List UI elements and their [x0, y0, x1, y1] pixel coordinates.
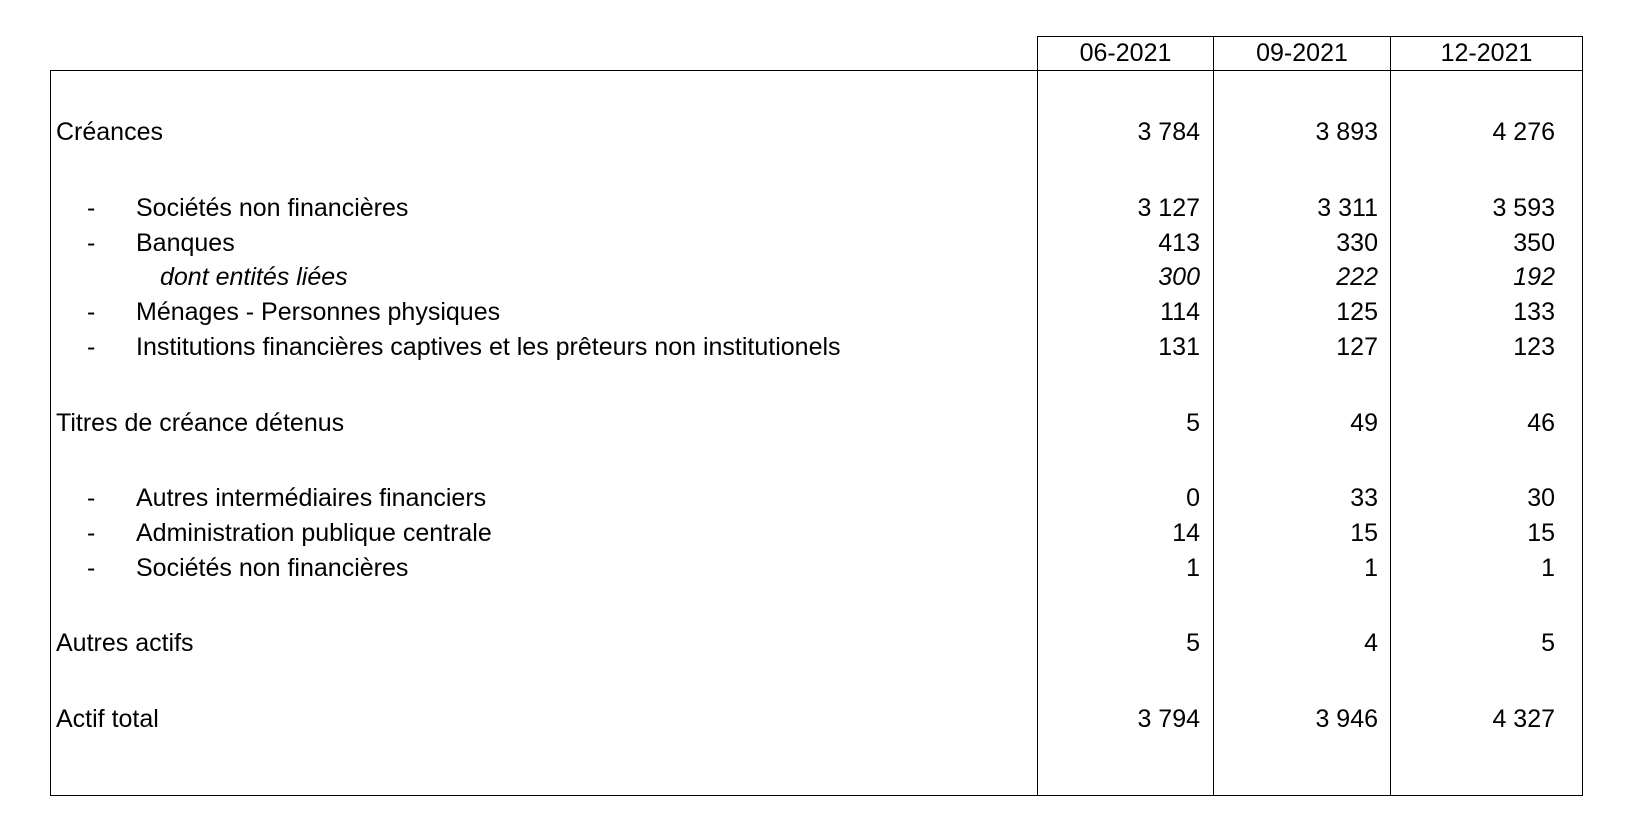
row-dash: - — [87, 554, 96, 582]
cell-12-2021: 15 — [1527, 519, 1555, 547]
row-label: Sociétés non financières — [136, 194, 409, 222]
row-dash: - — [87, 519, 96, 547]
cell-09-2021: 222 — [1336, 263, 1378, 291]
cell-06-2021: 3 127 — [1137, 194, 1200, 222]
cell-09-2021: 3 311 — [1317, 194, 1378, 222]
row-label: Créances — [56, 118, 163, 146]
cell-06-2021: 131 — [1158, 333, 1200, 361]
row-dash: - — [87, 298, 96, 326]
row-label: Autres actifs — [56, 629, 194, 657]
cell-06-2021: 5 — [1186, 409, 1200, 437]
cell-09-2021: 3 946 — [1315, 705, 1378, 733]
column-header-12-2021: 12-2021 — [1440, 39, 1533, 67]
cell-09-2021: 330 — [1336, 229, 1378, 257]
cell-06-2021: 114 — [1160, 298, 1200, 326]
cell-12-2021: 133 — [1513, 298, 1555, 326]
row-label: Administration publique centrale — [136, 519, 492, 547]
table-row-actif-total — [50, 702, 1582, 736]
row-label: Sociétés non financières — [136, 554, 409, 582]
row-label: Autres intermédiaires financiers — [136, 484, 487, 512]
cell-12-2021: 123 — [1513, 333, 1555, 361]
cell-06-2021: 0 — [1186, 484, 1200, 512]
cell-09-2021: 125 — [1336, 298, 1378, 326]
cell-09-2021: 33 — [1350, 484, 1378, 512]
row-label: Institutions financières captives et les prêteurs non institutionels — [136, 333, 841, 361]
cell-06-2021: 300 — [1158, 263, 1200, 291]
cell-06-2021: 3 784 — [1137, 118, 1200, 146]
table-row-titres-de-creance — [50, 406, 1582, 440]
cell-09-2021: 1 — [1364, 554, 1378, 582]
table-row-societes-non-financieres — [50, 191, 1582, 225]
cell-12-2021: 192 — [1513, 263, 1555, 291]
table-top-border — [50, 70, 1583, 71]
table-bottom-border — [50, 795, 1583, 796]
row-label: Titres de créance détenus — [56, 409, 345, 437]
cell-09-2021: 3 893 — [1315, 118, 1378, 146]
table-row-autres-actifs — [50, 626, 1582, 660]
table-right-border — [1582, 36, 1583, 796]
table-row-autres-intermediaires — [50, 481, 1582, 515]
cell-06-2021: 1 — [1186, 554, 1200, 582]
cell-06-2021: 413 — [1158, 229, 1200, 257]
cell-12-2021: 4 327 — [1492, 705, 1555, 733]
row-dash: - — [87, 333, 96, 361]
row-label: Actif total — [56, 705, 159, 733]
cell-12-2021: 350 — [1513, 229, 1555, 257]
row-dash: - — [87, 229, 96, 257]
cell-12-2021: 3 593 — [1492, 194, 1555, 222]
table-row-dont-entites-liees — [50, 260, 1582, 294]
column-header-06-2021: 06-2021 — [1079, 39, 1172, 67]
cell-12-2021: 5 — [1541, 629, 1555, 657]
cell-06-2021: 5 — [1186, 629, 1200, 657]
column-header-09-2021: 09-2021 — [1256, 39, 1348, 67]
table-row-institutions-financieres-captives — [50, 330, 1582, 364]
cell-09-2021: 15 — [1350, 519, 1378, 547]
table-row-banques — [50, 226, 1582, 260]
cell-12-2021: 46 — [1527, 409, 1555, 437]
table-row-societes-non-financieres-2 — [50, 551, 1582, 585]
table-row-menages — [50, 295, 1582, 329]
row-label: dont entités liées — [160, 263, 348, 291]
row-dash: - — [87, 484, 96, 512]
cell-09-2021: 49 — [1350, 409, 1378, 437]
cell-12-2021: 4 276 — [1492, 118, 1555, 146]
cell-06-2021: 14 — [1172, 519, 1200, 547]
row-dash: - — [87, 194, 96, 222]
cell-12-2021: 30 — [1527, 484, 1555, 512]
cell-12-2021: 1 — [1541, 554, 1555, 582]
row-label: Ménages - Personnes physiques — [136, 298, 501, 326]
cell-06-2021: 3 794 — [1137, 705, 1200, 733]
table-row-creances — [50, 115, 1582, 149]
row-label: Banques — [136, 229, 235, 257]
cell-09-2021: 127 — [1336, 333, 1378, 361]
cell-09-2021: 4 — [1364, 629, 1378, 657]
table-row-administration-publique — [50, 516, 1582, 550]
